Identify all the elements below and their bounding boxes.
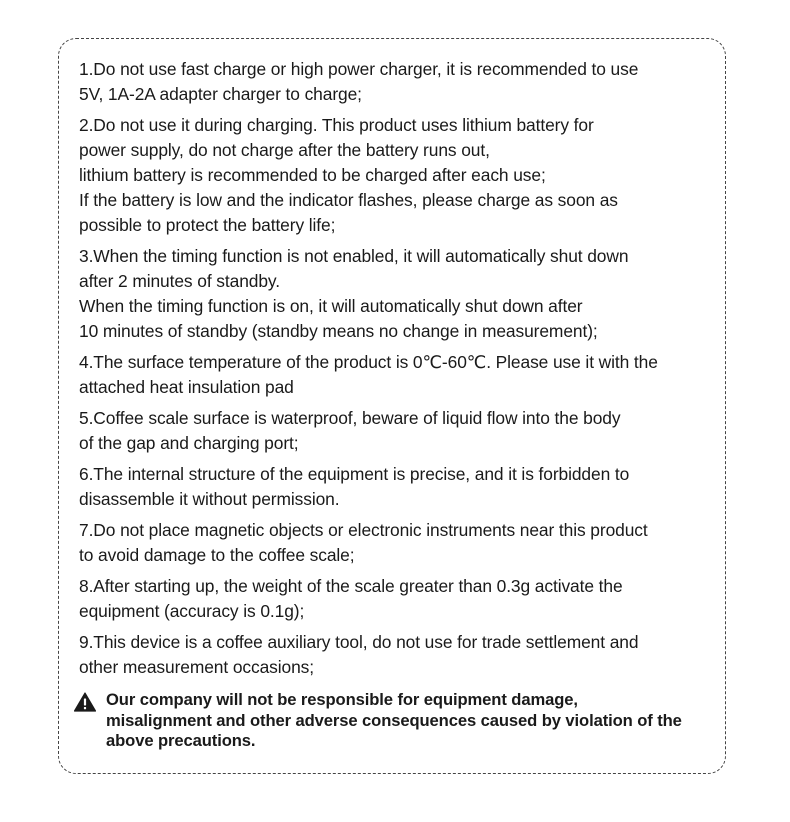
precaution-line: equipment (accuracy is 0.1g); — [79, 601, 305, 621]
precaution-line: possible to protect the battery life; — [79, 215, 336, 235]
precaution-line: disassemble it without permission. — [79, 489, 340, 509]
precaution-line: 2.Do not use it during charging. This product uses lithium battery for — [79, 115, 594, 135]
precaution-8 — [79, 574, 724, 624]
precaution-5 — [79, 406, 724, 456]
precaution-2 — [79, 113, 724, 238]
precautions-list — [79, 57, 724, 686]
warning-triangle-icon — [74, 692, 96, 712]
precaution-line: 6.The internal structure of the equipment is precise, and it is forbidden to — [79, 464, 630, 484]
precaution-line: 1.Do not use fast charge or high power charger, it is recommended to use — [79, 59, 639, 79]
precaution-4 — [79, 350, 724, 400]
precaution-line: to avoid damage to the coffee scale; — [79, 545, 355, 565]
precaution-line: 7.Do not place magnetic objects or electronic instruments near this product — [79, 520, 648, 540]
precaution-line: lithium battery is recommended to be charged after each use; — [79, 165, 546, 185]
warning-line: misalignment and other adverse consequences caused by violation of the — [106, 710, 682, 730]
precaution-line: 9.This device is a coffee auxiliary tool, do not use for trade settlement and — [79, 632, 639, 652]
precaution-line: If the battery is low and the indicator flashes, please charge as soon as — [79, 190, 618, 210]
precaution-line: of the gap and charging port; — [79, 433, 299, 453]
precaution-6 — [79, 462, 724, 512]
warning-line: above precautions. — [106, 731, 256, 750]
precaution-9 — [79, 630, 724, 680]
warning-text — [106, 690, 682, 752]
precaution-line: power supply, do not charge after the battery runs out, — [79, 140, 490, 160]
precaution-line: 4.The surface temperature of the product is 0℃-60℃. Please use it with the — [79, 352, 658, 372]
precaution-1 — [79, 57, 724, 107]
precaution-line: 8.After starting up, the weight of the scale greater than 0.3g activate the — [79, 576, 623, 596]
precaution-line: attached heat insulation pad — [79, 377, 294, 397]
precaution-line: 10 minutes of standby (standby means no change in measurement); — [79, 321, 598, 341]
precaution-line: other measurement occasions; — [79, 657, 314, 677]
precaution-line: after 2 minutes of standby. — [79, 271, 280, 291]
precaution-line: 5.Coffee scale surface is waterproof, beware of liquid flow into the body — [79, 408, 621, 428]
precaution-line: 5V, 1A-2A adapter charger to charge; — [79, 84, 362, 104]
precaution-line: 3.When the timing function is not enabled, it will automatically shut down — [79, 246, 629, 266]
precaution-7 — [79, 518, 724, 568]
precaution-line: When the timing function is on, it will automatically shut down after — [79, 296, 583, 316]
warning-line: Our company will not be responsible for equipment damage, — [106, 690, 578, 709]
precaution-3 — [79, 244, 724, 344]
